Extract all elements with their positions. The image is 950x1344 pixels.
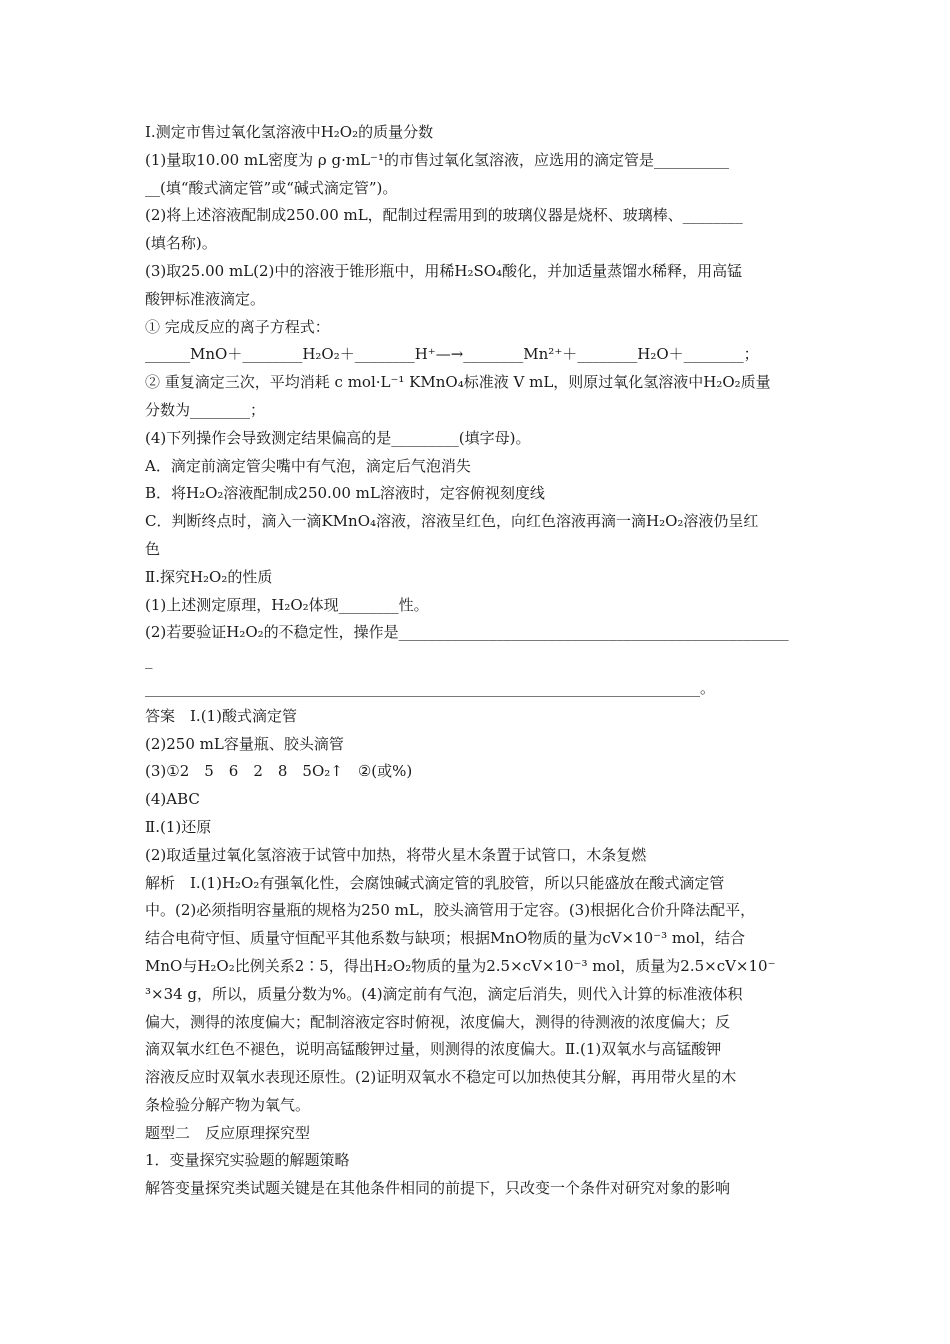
option-c-line-1: C．判断终点时，滴入一滴KMnO₄溶液，溶液呈红色，向红色溶液再滴一滴H₂O₂溶液仍呈红	[145, 512, 759, 531]
question-3-sub-2-line-2: 分数为________；	[145, 400, 266, 419]
option-b: B．将H₂O₂溶液配制成250.00 mL溶液时，定容俯视刻度线	[145, 484, 545, 503]
answer-heading: 答案 Ⅰ.(1)酸式滴定管	[145, 706, 297, 725]
answer-4: (4)ABC	[145, 790, 200, 809]
section-heading-1: Ⅰ.测定市售过氧化氢溶液中H₂O₂的质量分数	[145, 123, 434, 141]
question-3-sub-2-line-1: ② 重复滴定三次，平均消耗 c mol·L⁻¹ KMnO₄标准液 V mL，则原过氧化氢溶液中H₂O₂质量	[145, 373, 771, 392]
question-1-line-2: __(填“酸式滴定管”或“碱式滴定管”)。	[145, 178, 398, 197]
analysis-line-7: 滴双氧水红色不褪色，说明高锰酸钾过量，则测得的浓度偏大。Ⅱ.(1)双氧水与高锰酸钾	[145, 1040, 722, 1059]
analysis-line-1: 解析 Ⅰ.(1)H₂O₂有强氧化性，会腐蚀碱式滴定管的乳胶管，所以只能盛放在酸式滴定管	[145, 873, 725, 892]
document-page	[145, 119, 817, 1203]
part2-question-1: (1)上述测定原理，H₂O₂体现________性。	[145, 595, 429, 614]
analysis-line-3: 结合电荷守恒、质量守恒配平其他系数与缺项；根据MnO物质的量为cV×10⁻³ mol，结合	[145, 929, 745, 948]
question-1-line-1: (1)量取10.00 mL密度为 ρ g·mL⁻¹的市售过氧化氢溶液，应选用的滴定管是__________	[145, 150, 729, 169]
part2-question-2-line-2: _	[145, 651, 153, 670]
answer-2: (2)250 mL容量瓶、胶头滴管	[145, 734, 344, 753]
question-3-line-1: (3)取25.00 mL(2)中的溶液于锥形瓶中，用稀H₂SO₄酸化，并加适量蒸馏水稀释，用高锰	[145, 261, 743, 280]
question-2-line-1: (2)将上述溶液配制成250.00 mL，配制过程需用到的玻璃仪器是烧杯、玻璃棒、________	[145, 206, 743, 225]
ionic-equation: ______MnO＋________H₂O₂＋________H⁺—→________Mn²⁺＋________H₂O＋________；	[145, 345, 759, 364]
question-4: (4)下列操作会导致测定结果偏高的是_________(填字母)。	[145, 428, 531, 447]
section-heading-2: Ⅱ.探究H₂O₂的性质	[145, 567, 273, 586]
analysis-line-5: ³×34 g，所以，质量分数为%。(4)滴定前有气泡，滴定后消失，则代入计算的标准液体积	[145, 984, 743, 1003]
question-2-line-2: (填名称)。	[145, 234, 217, 253]
analysis-line-6: 偏大，测得的浓度偏大；配制溶液定容时俯视，浓度偏大，测得的待测液的浓度偏大；反	[145, 1012, 731, 1031]
part2-question-2-line-3: __________________________________________________________________________。	[145, 678, 716, 697]
analysis-line-8: 溶液反应时双氧水表现还原性。(2)证明双氧水不稳定可以加热使其分解，再用带火星的木	[145, 1068, 737, 1087]
strategy-heading: 1．变量探究实验题的解题策略	[145, 1151, 350, 1170]
option-a: A．滴定前滴定管尖嘴中有气泡，滴定后气泡消失	[145, 456, 471, 475]
strategy-text: 解答变量探究类试题关键是在其他条件相同的前提下，只改变一个条件对研究对象的影响	[145, 1179, 731, 1198]
topic-heading: 题型二 反应原理探究型	[145, 1123, 311, 1142]
answer-3: (3)①2 5 6 2 8 5O₂↑ ②(或%)	[145, 762, 413, 781]
analysis-line-2: 中。(2)必须指明容量瓶的规格为250 mL，胶头滴管用于定容。(3)根据化合价升降法配平，	[145, 901, 756, 920]
analysis-line-4: MnO与H₂O₂比例关系2∶5，得出H₂O₂物质的量为2.5×cV×10⁻³ mol，质量为2.5×cV×10⁻	[145, 956, 776, 975]
answer-part2-2: (2)取适量过氧化氢溶液于试管中加热，将带火星木条置于试管口，木条复燃	[145, 845, 647, 864]
analysis-line-9: 条检验分解产物为氧气。	[145, 1095, 311, 1114]
question-3-line-2: 酸钾标准液滴定。	[145, 289, 266, 308]
question-3-sub-1: ① 完成反应的离子方程式：	[145, 317, 330, 336]
answer-part2-1: Ⅱ.(1)还原	[145, 817, 212, 836]
part2-question-2-line-1: (2)若要验证H₂O₂的不稳定性，操作是____________________________________________________	[145, 623, 789, 642]
option-c-line-2: 色	[145, 539, 161, 558]
